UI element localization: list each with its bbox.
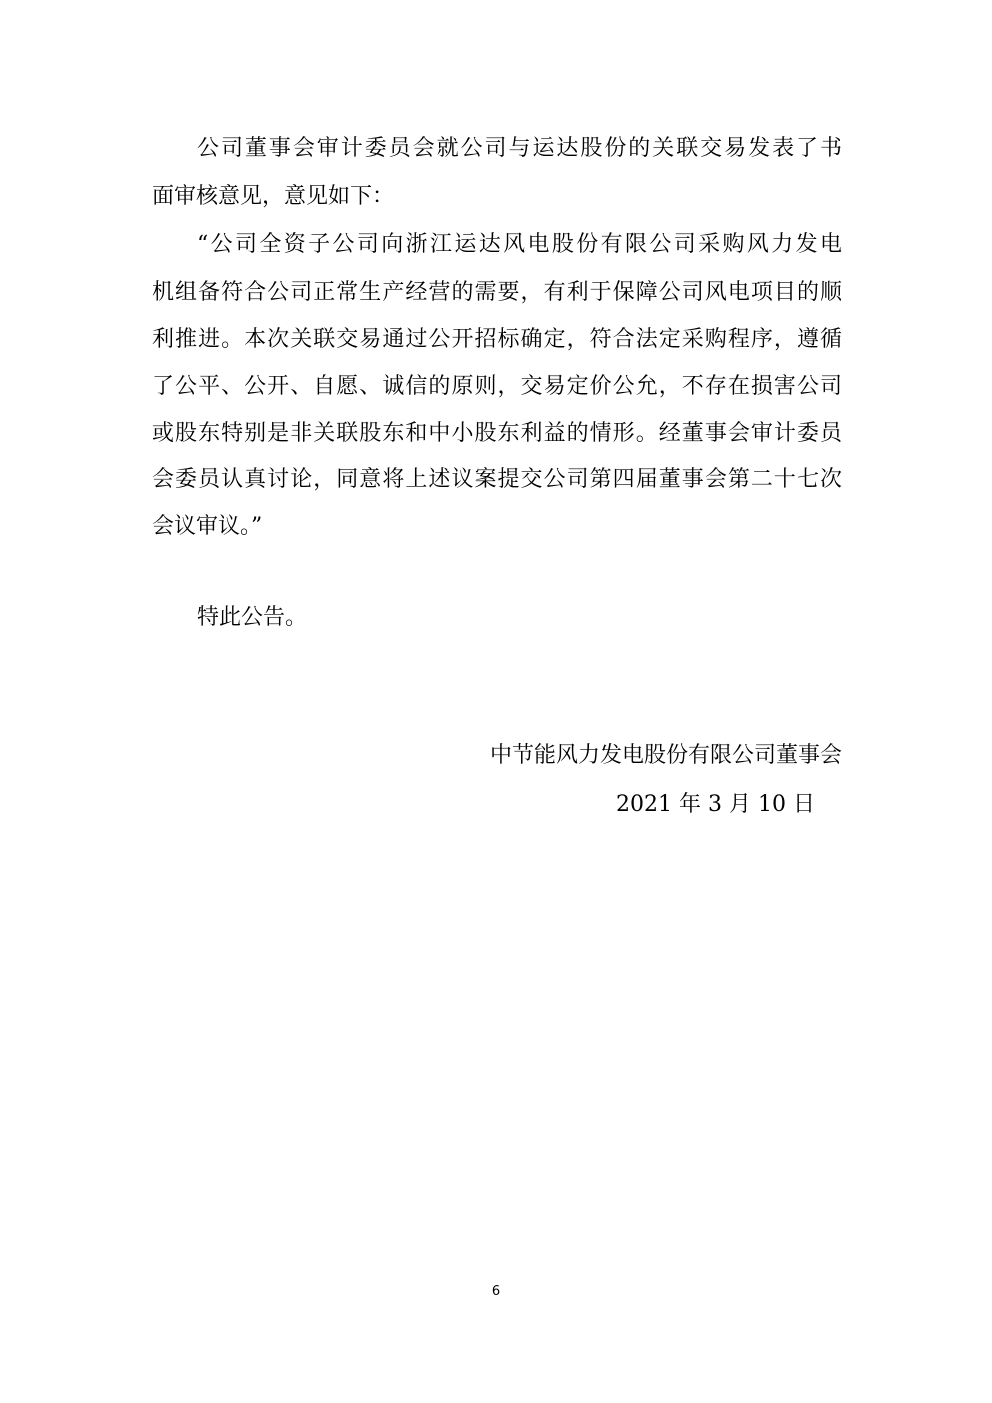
signature-date: 2021 年 3 月 10 日 bbox=[616, 792, 815, 817]
opinion-line-3: 利推进。本次关联交易通过公开招标确定，符合法定采购程序，遵循 bbox=[152, 327, 842, 352]
opinion-line-2: 机组备符合公司正常生产经营的需要，有利于保障公司风电项目的顺 bbox=[152, 280, 842, 305]
opinion-line-4: 了公平、公开、自愿、诚信的原则，交易定价公允，不存在损害公司 bbox=[152, 374, 842, 399]
opinion-line-7: 会议审议。” bbox=[152, 514, 263, 539]
closing-statement: 特此公告。 bbox=[197, 605, 308, 630]
opinion-line-1: “公司全资子公司向浙江运达风电股份有限公司采购风力发电 bbox=[197, 232, 842, 257]
signature-company: 中节能风力发电股份有限公司董事会 bbox=[489, 743, 842, 768]
intro-line-2: 面审核意见，意见如下： bbox=[152, 184, 395, 209]
intro-line-1: 公司董事会审计委员会就公司与运达股份的关联交易发表了书 bbox=[197, 136, 842, 161]
opinion-line-6: 会委员认真讨论，同意将上述议案提交公司第四届董事会第二十七次 bbox=[152, 467, 842, 492]
page-number: 6 bbox=[491, 1284, 501, 1299]
opinion-line-5: 或股东特别是非关联股东和中小股东利益的情形。经董事会审计委员 bbox=[152, 421, 842, 446]
